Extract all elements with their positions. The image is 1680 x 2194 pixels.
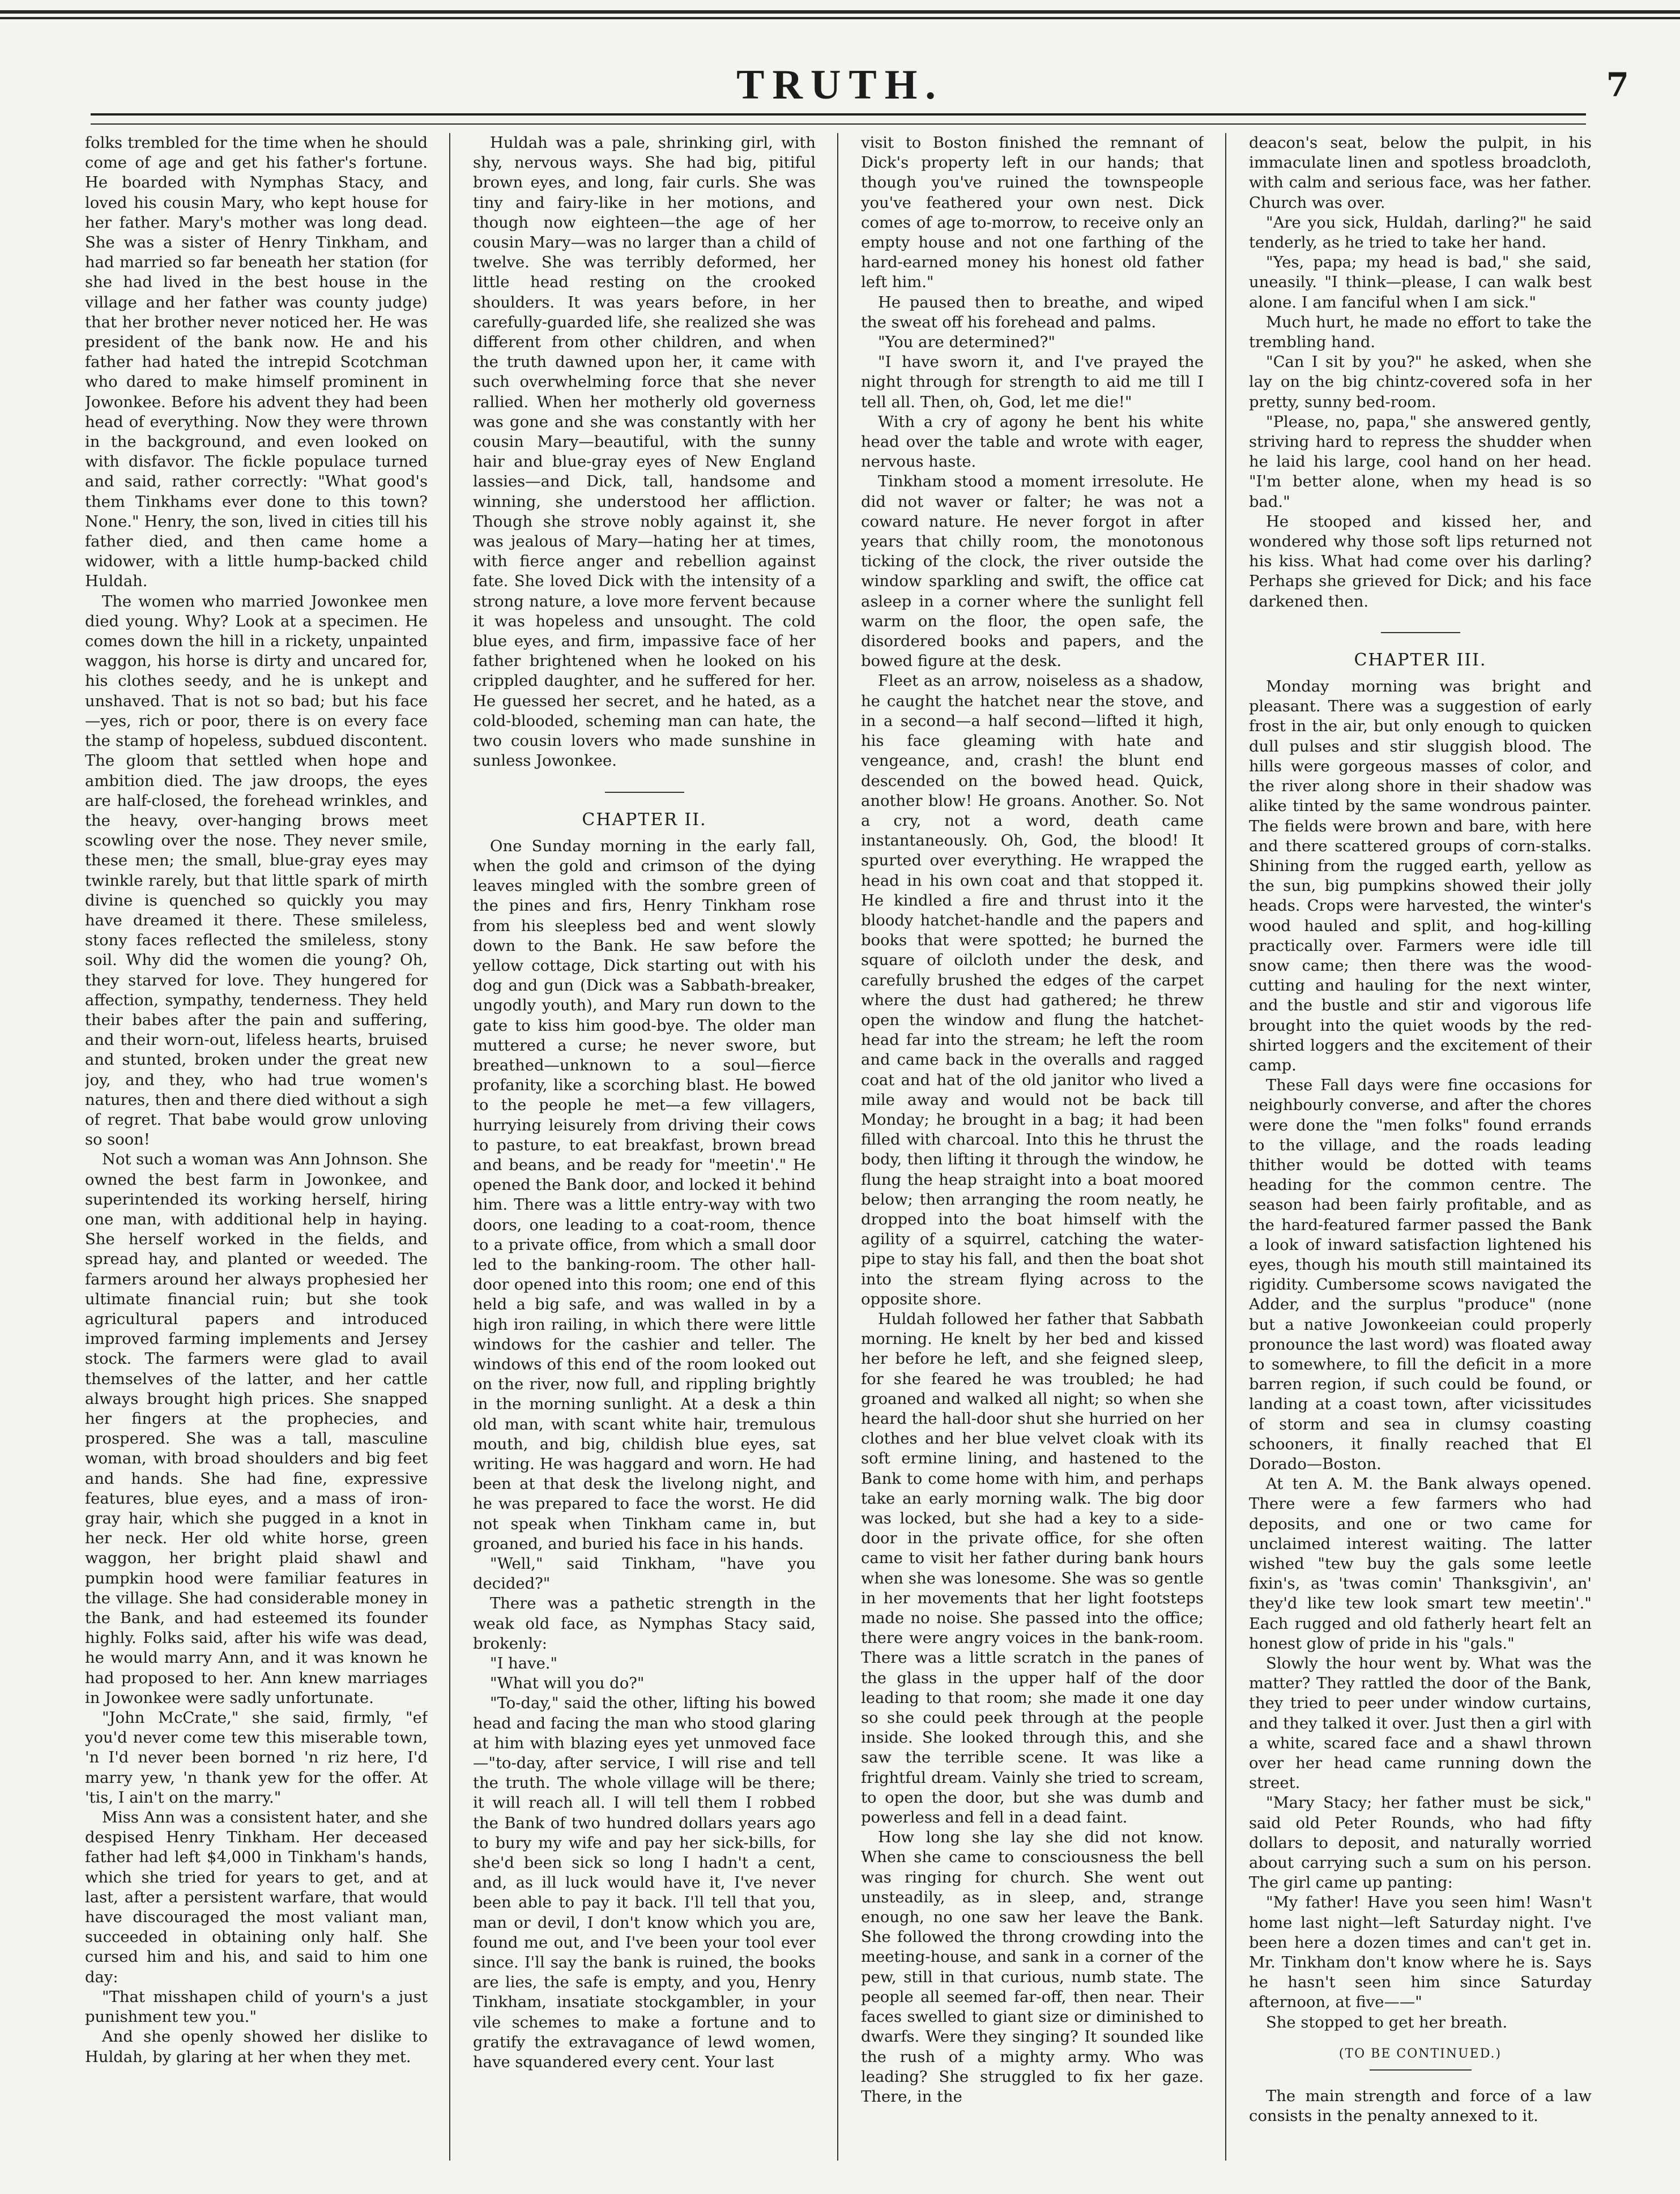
paragraph: Huldah followed her father that Sabbath morning. He knelt by her bed and kissed her before he left, and she feigned sleep, for she feared he was troubled; he had groaned and walked all night; so when she heard the hall-door shut she hurried on her clothes and her blue velvet cloak with its soft ermine lining, and hastened to the Bank to come home with him, and perhaps take an early morning walk. The big door was locked, but she had a key to a side-door in the private office, for she often came to visit her father during bank hours when she was lonesome. She was so gentle in her movements that her light footsteps made no noise. She passed into the office; there were angry voices in the bank-room. There was a little scratch in the panes of the glass in the upper half of the door leading to that room; she made it one day so she could peek through at the people inside. She looked through this, and she saw the terrible scene. It was like a frightful dream. Vainly she tried to scream, to open the door, but she was dumb and powerless and fell in a dead faint. — [861, 1310, 1204, 1827]
paragraph: "That misshapen child of yourn's a just punishment tew you." — [85, 1988, 428, 2026]
paragraph: And she openly showed her dislike to Huldah, by glaring at her when they met. — [85, 2028, 428, 2066]
paragraph: "Can I sit by you?" he asked, when she lay on the big chintz-covered sofa in her pretty, sunny bed-room. — [1249, 353, 1592, 411]
paragraph: Much hurt, he made no effort to take the trembling hand. — [1249, 313, 1592, 352]
page-title: TRUTH. — [736, 62, 944, 108]
paragraph: Fleet as an arrow, noiseless as a shadow, he caught the hatchet near the stove, and in a second—a half second—lifted it high, his face gleaming with hate and vengeance, and, crash! the blunt end descended on the bowed head. Quick, another blow! He groans. Another. So. Not a cry, not a word, death came instantaneously. Oh, God, the blood! It spurted over everything. He wrapped the head in his own coat and that stopped it. He kindled a fire and thrust into it the bloody hatchet-handle and the papers and books that were spotted; he burned the square of oilcloth under the desk, and carefully brushed the edges of the carpet where the dust had gathered; he threw open the window and flung the hatchet-head far into the stream; he left the room and came back in the overalls and ragged coat and hat of the old janitor who lived a mile away and would not be back till Monday; he brought in a bag; it had been filled with charcoal. Into this he thrust the body, then lifting it through the window, he flung the heap straight into a boat moored below; then arranging the room neatly, he dropped into the boat himself with the agility of a squirrel, catching the water-pipe to stay his fall, and then the boat shot into the stream flying across to the opposite shore. — [861, 672, 1204, 1308]
paragraph: "I have." — [490, 1655, 558, 1673]
paragraph: He stooped and kissed her, and wondered why those soft lips returned not his kiss. What had come over his darling? Perhaps she grieved for Dick; and his face darkened then. — [1249, 513, 1592, 611]
header-rule — [91, 113, 1586, 125]
continued-notice: (TO BE CONTINUED.) — [1338, 2046, 1502, 2061]
paragraph: How long she lay she did not know. When she came to consciousness the bell was ringing for church. She went out unsteadily, as in sleep, and, strange enough, no one saw her leave the Bank. She followed the throng crowding into the meeting-house, and sank in a corner of the pew, still in that curious, numb state. The people all seemed far-off, then near. Their faces swelled to giant size or diminished to dwarfs. Were they singing? It sounded like the rush of a mighty army. Who was leading? She struggled to fix her gaze. There, in the — [861, 1829, 1204, 2106]
paragraph: "Yes, papa; my head is bad," she said, uneasily. "I think—please, I can walk best alone. I am fanciful when I am sick." — [1249, 254, 1592, 311]
paragraph: With a cry of agony he bent his white head over the table and wrote with eager, nervous haste. — [861, 413, 1204, 471]
paragraph: One Sunday morning in the early fall, when the gold and crimson of the dying leaves mingled with the sombre green of the pines and firs, Henry Tinkham rose from his sleepless bed and went slowly down to the Bank. He saw before the yellow cottage, Dick starting out with his dog and gun (Dick was a Sabbath-breaker, ungodly youth), and Mary run down to the gate to kiss him good-bye. The older man muttered a curse; he never swore, but breathed—unknown to a soul—fierce profanity, like a scorching blast. He bowed to the people he met—a few villagers, hurrying leisurely from driving their cows to pasture, to eat breakfast, brown bread and beans, and be ready for "meetin'." He opened the Bank door, and locked it behind him. There was a little entry-way with two doors, one leading to a coat-room, thence to a private office, from which a small door led to the banking-room. The other hall-door opened into this room; one end of this held a big safe, and was walled in by a high iron railing, in which there were little windows for the cashier and teller. The windows of this end of the room looked out on the river, now full, and rippling brightly in the morning sunlight. At a desk a thin old man, with scant white hair, tremulous mouth, and big, childish blue eyes, sat writing. He was haggard and worn. He had been at that desk the livelong night, and he was prepared to face the worst. He did not speak when Tinkham came in, but groaned, and buried his face in his hands. — [473, 837, 816, 1553]
column-divider — [449, 133, 450, 2161]
paragraph: The women who married Jowonkee men died young. Why? Look at a specimen. He comes down the hill in a rickety, unpainted waggon, his horse is dirty and uncared for, his clothes seedy, and he is unkept and unshaved. That is not so bad; but his face—yes, rich or poor, there is on every face the stamp of hopeless, subdued discontent. The gloom that settled when hope and ambition died. The jaw droops, the eyes are half-closed, the forehead wrinkles, and the heavy, over-hanging brows meet scowling over the nose. They never smile, these men; the small, blue-gray eyes may twinkle rarely, but that little spark of mirth divine is quenched so quickly you may have dreamed it there. These smileless, stony faces reflected the smileless, stony soil. Why did the women die young? Oh, they starved for love. They hungered for affection, sympathy, tenderness. They held their babes after the pain and suffering, and their worn-out, lifeless hearts, bruised and stunted, broken under the great new joy, and they, who had true women's natures, then and there died without a sigh of regret. That babe would grow unloving so soon! — [85, 592, 428, 1149]
paragraph: Slowly the hour went by. What was the matter? They rattled the door of the Bank, they tried to peer under window curtains, and they talked it over. Just then a girl with a white, scared face and a shawl thrown over her head came running down the street. — [1249, 1655, 1592, 1792]
chapter-heading: CHAPTER III. — [1354, 650, 1487, 670]
chapter-heading: CHAPTER II. — [582, 809, 707, 830]
paragraph: The main strength and force of a law consists in the penalty annexed to it. — [1249, 2088, 1592, 2125]
paragraph: visit to Boston finished the remnant of Dick's property left in our hands; that though you've ruined the townspeople you've feathered your own nest. Dick comes of age to-morrow, to receive only an empty house and not one farthing of the hard-earned money his honest old father left him." — [861, 134, 1204, 292]
paragraph: Miss Ann was a consistent hater, and she despised Henry Tinkham. Her deceased father had left $4,000 in Tinkham's hands, which she tried for years to get, and at last, after a persistent warfare, that would have discouraged the most valiant man, succeeded in obtaining only half. She cursed him and his, and said to him one day: — [85, 1809, 428, 1986]
paragraph: "Are you sick, Huldah, darling?" he said tenderly, as he tried to take her hand. — [1249, 214, 1592, 252]
column-divider — [1225, 133, 1226, 2161]
top-border-rule — [0, 10, 1680, 26]
paragraph: "What will you do?" — [490, 1675, 645, 1693]
section-rule — [1370, 2069, 1472, 2071]
column-2 — [473, 133, 816, 2161]
paragraph: "I have sworn it, and I've prayed the night through for strength to aid me till I tell all. Then, oh, God, let me die!" — [861, 353, 1204, 411]
column-3 — [861, 133, 1204, 2161]
paragraph: There was a pathetic strength in the weak old face, as Nymphas Stacy said, brokenly: — [473, 1595, 816, 1653]
paragraph: Huldah was a pale, shrinking girl, with shy, nervous ways. She had big, pitiful brown eyes, and long, fair curls. She was tiny and fairy-like in her motions, and though now eighteen—the age of her cousin Mary—was no larger than a child of twelve. She was terribly deformed, her little head resting on the crooked shoulders. It was years before, in her carefully-guarded life, she realized she was different from other children, and when the truth dawned upon her, it came with such overwhelming force that she never rallied. When her motherly old governess was gone and she was constantly with her cousin Mary—beautiful, with the sunny hair and blue-gray eyes of New England lassies—and Dick, tall, handsome and winning, she understood her affliction. Though she strove nobly against it, she was jealous of Mary—hating her at times, with fierce anger and rebellion against fate. She loved Dick with the intensity of a strong nature, a love more fervent because it was hopeless and unsought. The cold blue eyes, and firm, impassive face of her father brightened when he looked on his crippled daughter, and he suffered for her. He guessed her secret, and he hated, as a cold-blooded, scheming man can hate, the two cousin lovers who made sunshine in sunless Jowonkee. — [473, 134, 816, 770]
paragraph: folks trembled for the time when he should come of age and get his father's fortune. He boarded with Nymphas Stacy, and loved his cousin Mary, who kept house for her father. Mary's mother was long dead. She was a sister of Henry Tinkham, and had married so far beneath her station (for she had lived in the best house in the village and her father was county judge) that her brother never noticed her. He was president of the bank now. He and his father had hated the intrepid Scotchman who dared to make himself prominent in Jowonkee. Before his advent they had been head of everything. Now they were thrown in the background, and even looked on with disfavor. The fickle populace turned and said, rather correctly: "What good's them Tinkhams ever done to this town? None." Henry, the son, lived in cities till his father died, and then came home a widower, with a little hump-backed child Huldah. — [85, 134, 428, 591]
paragraph: He paused then to breathe, and wiped the sweat off his forehead and palms. — [861, 293, 1204, 331]
section-rule — [1381, 632, 1460, 633]
text-columns — [85, 133, 1592, 2172]
column-1 — [85, 133, 428, 2161]
paragraph: Not such a woman was Ann Johnson. She owned the best farm in Jowonkee, and superintended its working herself, hiring one man, with additional help in haying. She herself worked in the fields, and spread hay, and planted or weeded. The farmers around her always prophesied her ultimate financial ruin; but she took agricultural papers and introduced improved farming implements and Jersey stock. The farmers were glad to avail themselves of the latter, and her cattle always brought high prices. She snapped her fingers at the prophecies, and prospered. She was a tall, masculine woman, with broad shoulders and big feet and hands. She had fine, expressive features, blue eyes, and a mass of iron-gray hair, which she pugged in a knot in her neck. Her old white horse, green waggon, her bright plaid shawl and pumpkin hood were familiar features in the village. She had considerable money in the Bank, and had esteemed its founder highly. Folks said, after his wife was dead, he would marry Ann, and it was known he had proposed to her. Ann knew marriages in Jowonkee were sadly unfortunate. — [85, 1151, 428, 1707]
paragraph: "You are determined?" — [878, 334, 1055, 352]
paragraph: These Fall days were fine occasions for neighbourly converse, and after the chores were done the "men folks" found errands to the village, and the roads leading thither would be dotted with teams heading for the common centre. The season had been fairly profitable, and as the hard-featured farmer passed the Bank a look of inward satisfaction lightened his eyes, though his mouth still maintained its rigidity. Cumbersome scows navigated the Adder, and the surplus "produce" (none but a native Jowonkeeian could properly pronounce the last word) was floated away to somewhere, to fill the deficit in a more barren region, if such could be found, or landing at a coast town, after vicissitudes of storm and sea in clumsy coasting schooners, it finally reached that El Dorado—Boston. — [1249, 1077, 1592, 1473]
column-4 — [1249, 133, 1592, 2161]
paragraph: "My father! Have you seen him! Wasn't home last night—left Saturday night. I've been here a dozen times and can't get in. Mr. Tinkham don't know where he is. Says he hasn't seen him since Saturday afternoon, at five——" — [1249, 1894, 1592, 2012]
paragraph: Monday morning was bright and pleasant. There was a suggestion of early frost in the air, but only enough to quicken dull pulses and stir sluggish blood. The hills were gorgeous masses of color, and the river along shore in their shadow was alike tinted by the same wondrous painter. The fields were brown and bare, with here and there scattered groups of corn-stalks. Shining from the rugged earth, yellow as the sun, big pumpkins showed their jolly heads. Crops were harvested, the winter's wood hauled and split, and hog-killing practically over. Farmers were idle till snow came; then there was the wood-cutting and hauling for the next winter, and the bustle and stir and vigorous life brought into the quiet woods by the red-shirted loggers and the excitement of their camp. — [1249, 678, 1592, 1074]
paragraph: "To-day," said the other, lifting his bowed head and facing the man who stood glaring at him with blazing eyes yet unmoved face—"to-day, after service, I will rise and tell the truth. The whole village will be there; it will reach all. I will tell them I robbed the Bank of two hundred dollars years ago to bury my wife and pay her sick-bills, for she'd been sick so long I hadn't a cent, and, as ill luck would have it, I've never been able to pay it back. I'll tell that you, man or devil, I don't know which you are, found me out, and I've been your tool ever since. I'll say the bank is ruined, the books are lies, the safe is empty, and you, Henry Tinkham, insatiate stockgambler, in your vile schemes to make a fortune and to gratify the extravagance of lewd women, have squandered every cent. Your last — [473, 1694, 816, 2072]
masthead — [0, 54, 1680, 116]
paragraph: Tinkham stood a moment irresolute. He did not waver or falter; he was not a coward nature. He never forgot in after years that chilly room, the monotonous ticking of the clock, the river outside the window sparkling and swift, the office cat asleep in a corner where the sunlight fell warm on the floor, the open safe, the disordered books and papers, and the bowed figure at the desk. — [861, 473, 1204, 671]
paragraph: "Well," said Tinkham, "have you decided?" — [473, 1555, 816, 1593]
paragraph: deacon's seat, below the pulpit, in his immaculate linen and spotless broadcloth, with calm and serious face, was her father. Church was over. — [1249, 134, 1592, 212]
paragraph: She stopped to get her breath. — [1266, 2013, 1508, 2031]
paragraph: At ten A. M. the Bank always opened. There were a few farmers who had deposits, and one or two came for unclaimed interest waiting. The latter wished "tew buy the gals some leetle fixin's, as 'twas comin' Thanksgivin', an' they'd like tew look smart tew meetin'." Each rugged and old fatherly heart felt an honest glow of pride in his "gals." — [1249, 1475, 1592, 1653]
page-number: 7 — [1606, 66, 1629, 104]
section-rule — [605, 792, 684, 793]
column-divider — [837, 133, 838, 2161]
paragraph: "Please, no, papa," she answered gently, striving hard to repress the shudder when he laid his large, cool hand on her head. "I'm better alone, when my head is so bad." — [1249, 413, 1592, 511]
paragraph: "Mary Stacy; her father must be sick," said old Peter Rounds, who had fifty dollars to deposit, and naturally worried about carrying such a sum on his person. The girl came up panting: — [1249, 1794, 1592, 1892]
paragraph: "John McCrate," she said, firmly, "ef you'd never come tew this miserable town, 'n I'd never been borned 'n riz here, I'd marry yew, 'n thank yew for the offer. At 'tis, I ain't on the marry." — [85, 1709, 428, 1807]
